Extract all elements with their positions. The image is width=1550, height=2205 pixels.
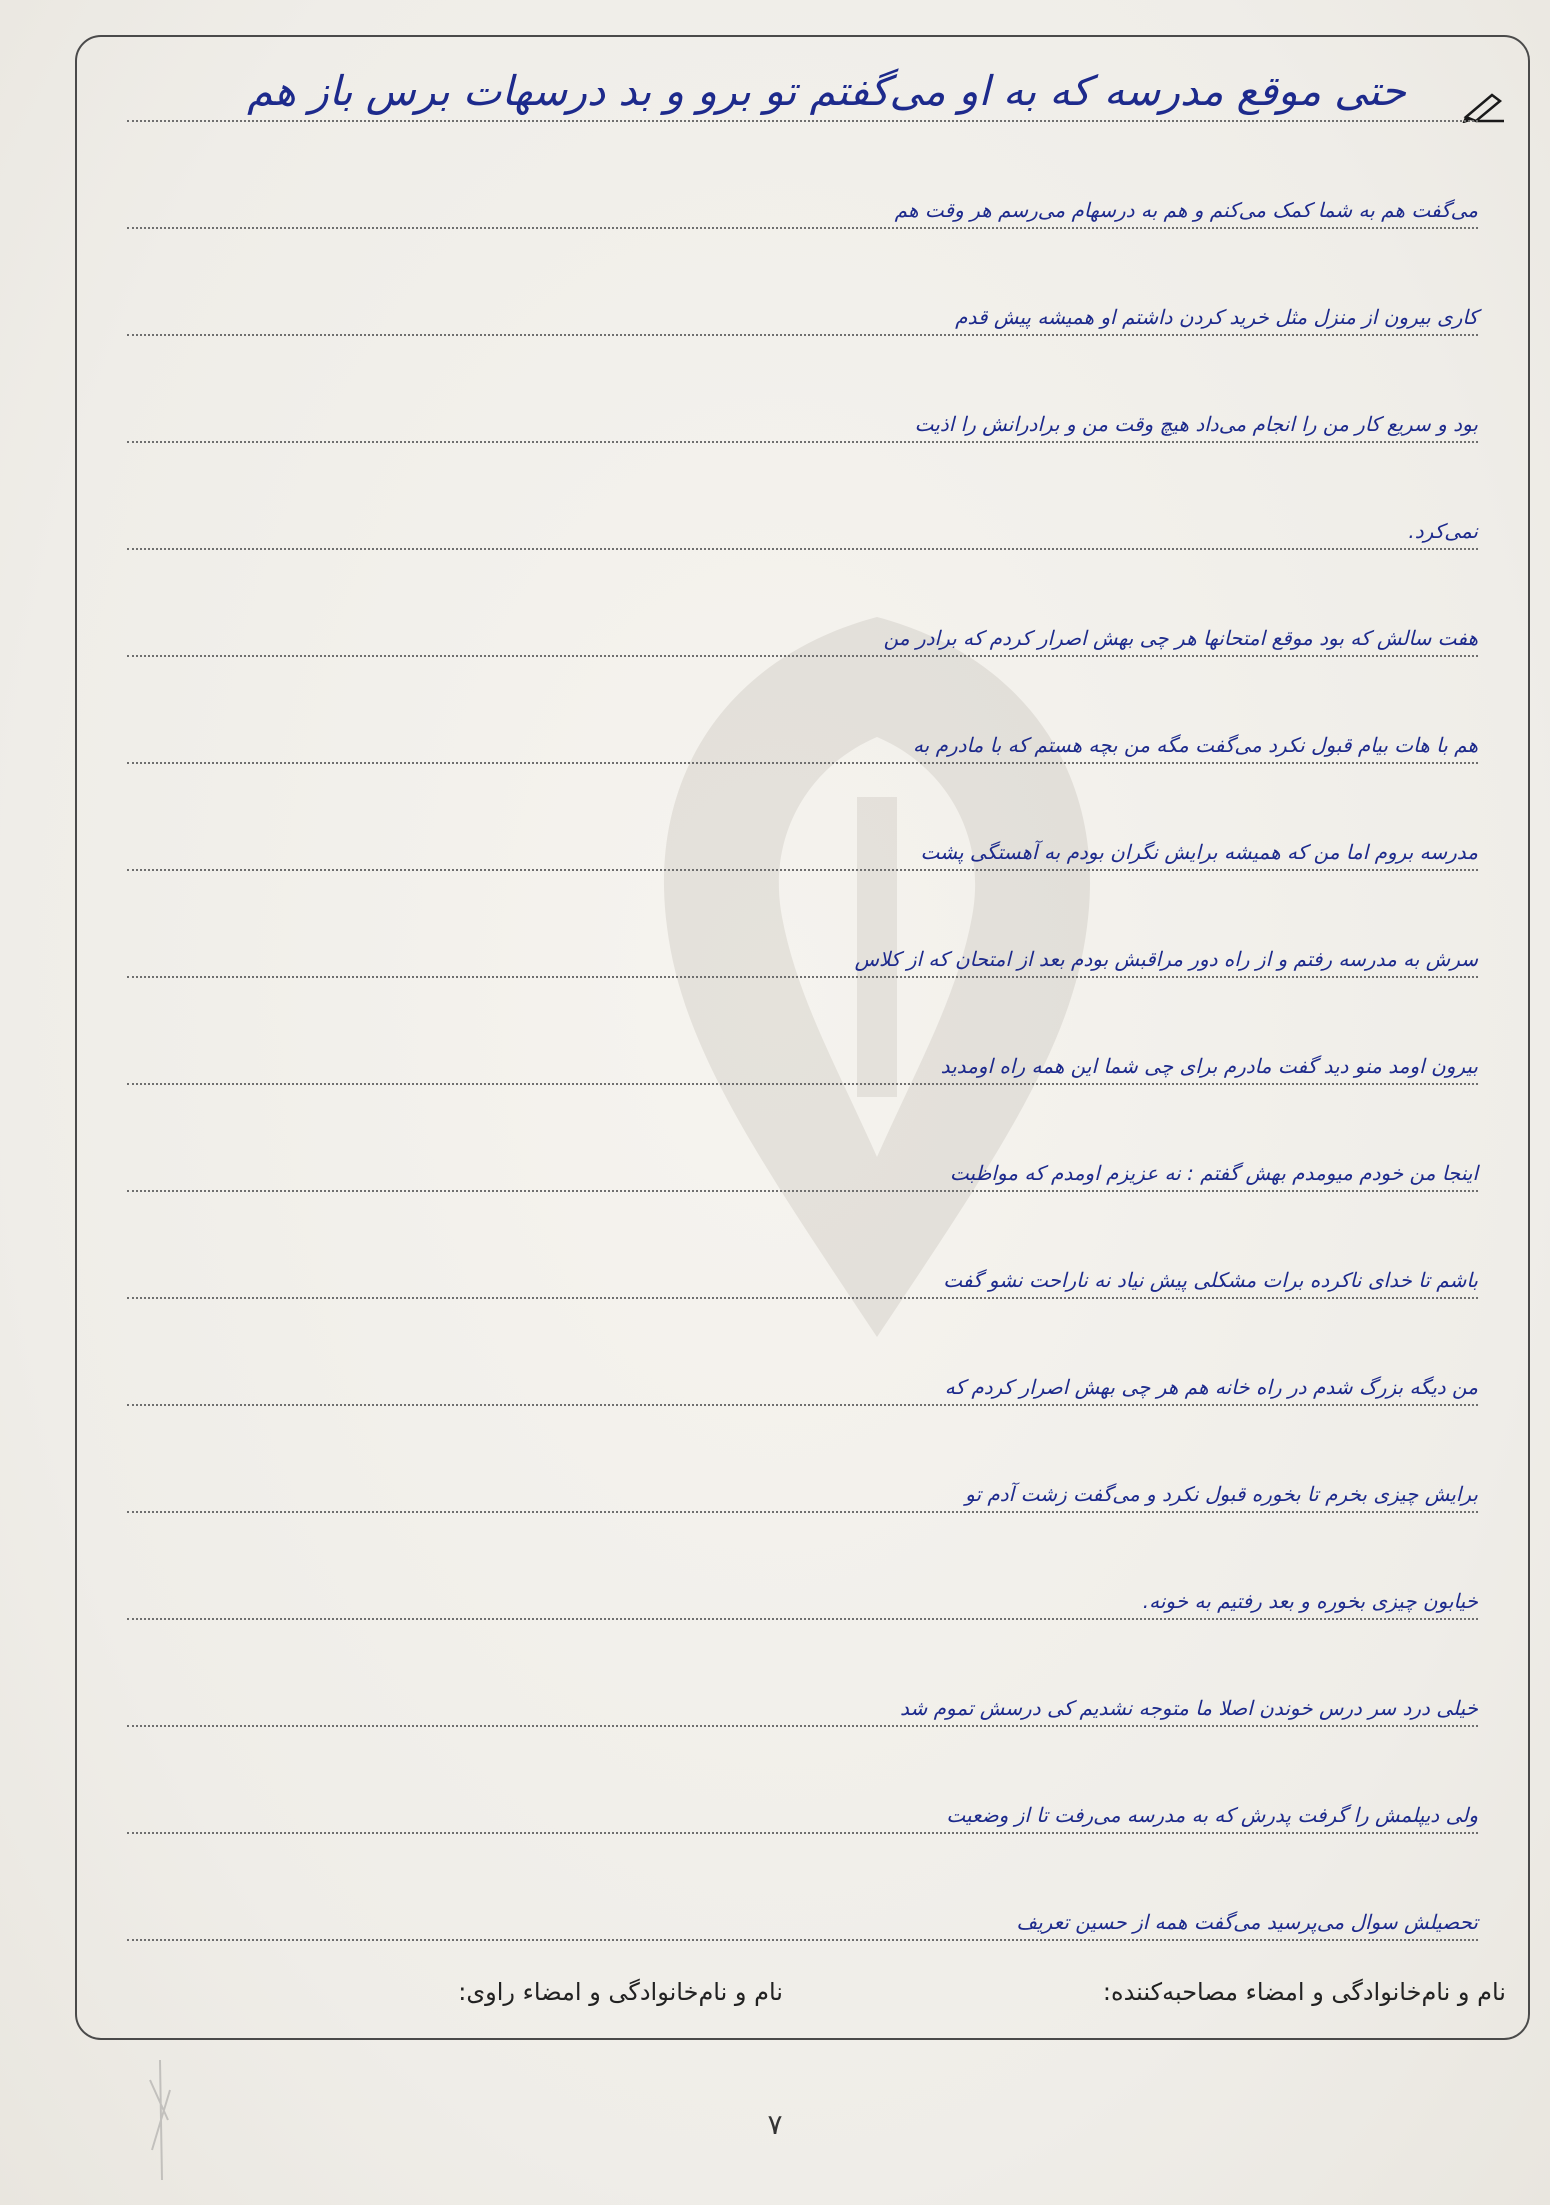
writing-line-17 — [127, 1803, 1478, 1834]
handwritten-text: برایش چیزی بخرم تا بخوره قبول نکرد و می‌گفت زشت آدم تو — [965, 1482, 1478, 1506]
handwritten-text: کاری بیرون از منزل مثل خرید کردن داشتم او همیشه پیش قدم — [955, 305, 1478, 329]
writing-line-15 — [127, 1589, 1478, 1620]
writing-line-13 — [127, 1375, 1478, 1406]
handwritten-text: می‌گفت هم به شما کمک می‌کنم و هم به درسهام می‌رسم هر وقت هم — [894, 198, 1478, 222]
handwritten-text: ولی دیپلمش را گرفت پدرش که به مدرسه می‌رفت تا از وضعیت — [946, 1803, 1478, 1827]
writing-line-5 — [127, 519, 1478, 550]
writing-line-8 — [127, 840, 1478, 871]
writing-line-14 — [127, 1482, 1478, 1513]
handwritten-text: خیابون چیزی بخوره و بعد رفتیم به خونه. — [1142, 1589, 1478, 1613]
pen-writing-icon — [1462, 89, 1506, 123]
writing-line-4 — [127, 412, 1478, 443]
handwritten-text: بیرون اومد منو دید گفت مادرم برای چی شما این همه راه اومدید — [940, 1054, 1478, 1078]
writing-line-3 — [127, 305, 1478, 336]
handwritten-text: اینجا من خودم میومدم بهش گفتم : نه عزیزم اومدم که مواظبت — [949, 1161, 1478, 1185]
signature-footer — [77, 1970, 1528, 2020]
writing-line-16 — [127, 1696, 1478, 1727]
handwritten-text: هفت سالش که بود موقع امتحانها هر چی بهش اصرار کردم که برادر من — [883, 626, 1478, 650]
interviewer-signature-label: نام و نام‌خانوادگی و امضاء مصاحبه‌کننده: — [1102, 1978, 1506, 2006]
handwritten-text: سرش به مدرسه رفتم و از راه دور مراقبش بودم بعد از امتحان که از کلاس — [854, 947, 1478, 971]
form-frame — [75, 35, 1530, 2040]
handwritten-text: نمی‌کرد. — [1408, 519, 1478, 543]
handwritten-text: بود و سریع کار من را انجام می‌داد هیچ وقت من و برادرانش را اذیت — [914, 412, 1478, 436]
handwritten-text: من دیگه بزرگ شدم در راه خانه هم هر چی بهش اصرار کردم که — [944, 1375, 1478, 1399]
handwritten-text: خیلی درد سر درس خوندن اصلا ما متوجه نشدیم کی درسش تموم شد — [899, 1696, 1478, 1720]
handwritten-text: باشم تا خدای ناکرده برات مشکلی پیش نیاد نه ناراحت نشو گفت — [943, 1268, 1478, 1292]
handwritten-text: هم با هات بیام قبول نکرد می‌گفت مگه من بچه هستم که با مادرم به — [912, 733, 1478, 757]
writing-line-18 — [127, 1910, 1478, 1941]
writing-line-7 — [127, 733, 1478, 764]
handwritten-text: تحصیلش سوال می‌پرسید می‌گفت همه از حسین تعریف — [1016, 1910, 1478, 1934]
writing-line-10 — [127, 1054, 1478, 1085]
writing-line-12 — [127, 1268, 1478, 1299]
writing-line-1 — [127, 66, 1478, 122]
writing-line-6 — [127, 626, 1478, 657]
writing-line-2 — [127, 198, 1478, 229]
writing-line-11 — [127, 1161, 1478, 1192]
page-number: ۷ — [767, 2108, 783, 2141]
handwritten-text: حتی موقع مدرسه که به او می‌گفتم تو برو و بد درسهات برس باز هم — [247, 66, 1406, 115]
handwritten-text: مدرسه بروم اما من که همیشه برایش نگران بودم به آهستگی پشت — [920, 840, 1478, 864]
writing-line-9 — [127, 947, 1478, 978]
narrator-signature-label: نام و نام‌خانوادگی و امضاء راوی: — [458, 1978, 783, 2006]
